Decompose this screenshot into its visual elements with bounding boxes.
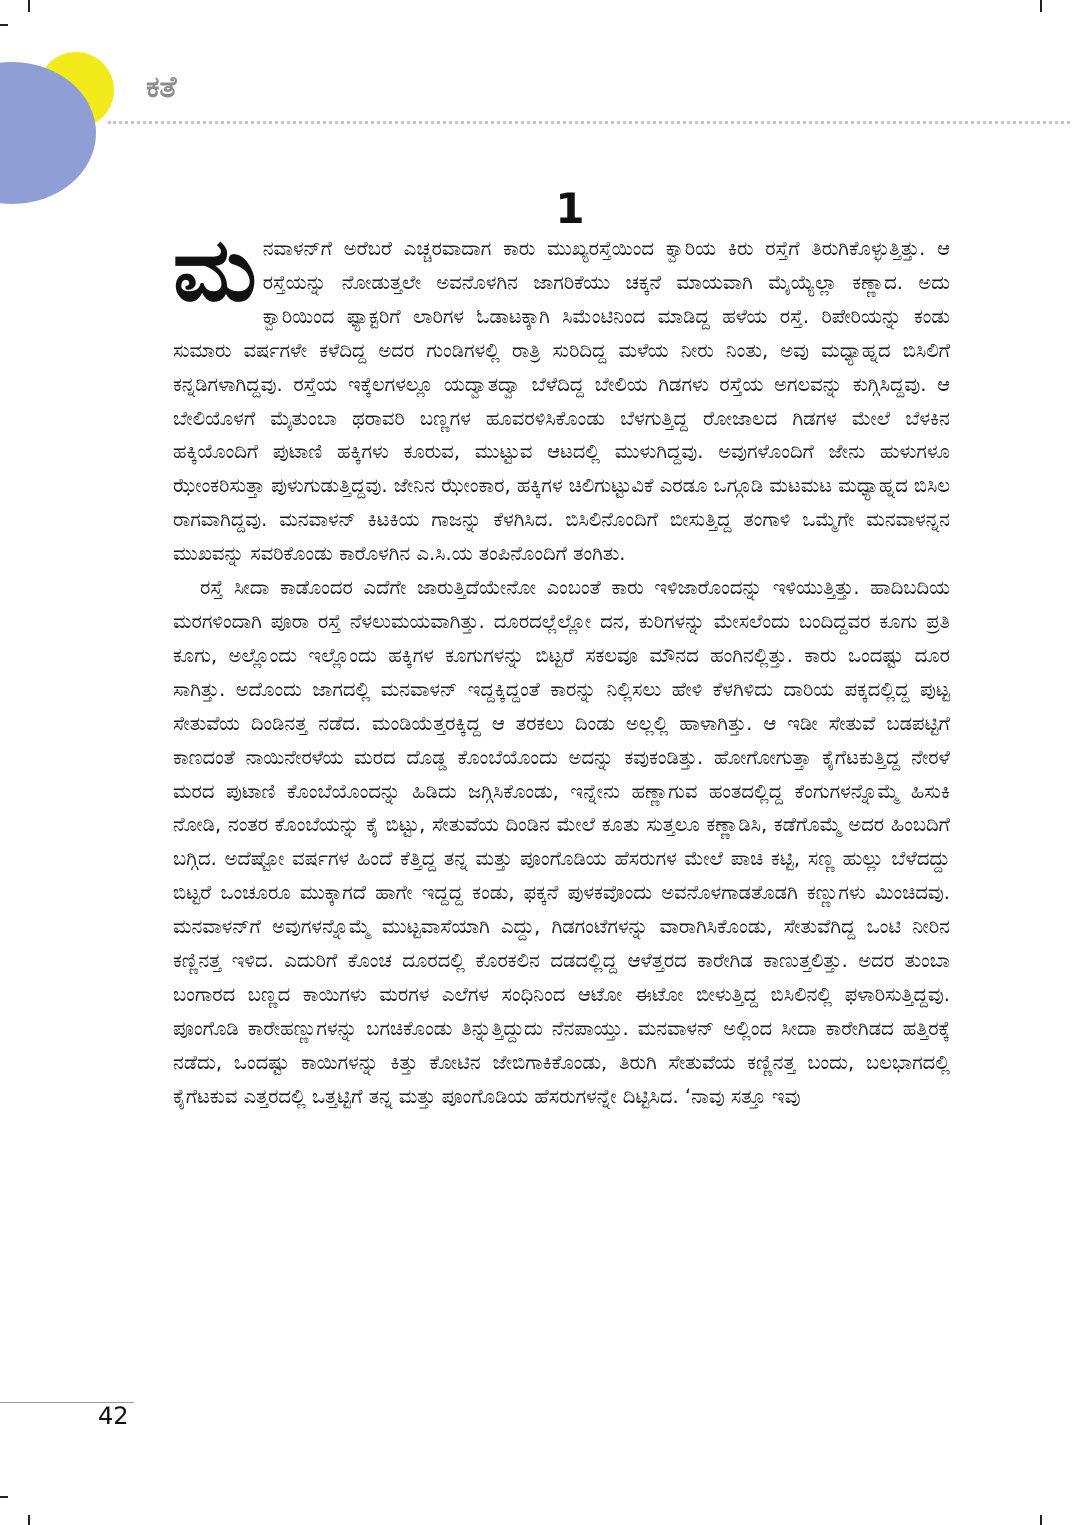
drop-cap: ಮ: [173, 218, 257, 321]
story-paragraph-1: [173, 218, 950, 571]
crop-mark-bottom-right: [1040, 1515, 1042, 1525]
story-body: [173, 218, 950, 1114]
crop-mark-top-right: [1040, 0, 1042, 12]
header-dotted-rule: [108, 121, 1070, 124]
crop-mark-top-left: [28, 0, 30, 12]
crop-mark-bottom-left-v: [28, 1515, 30, 1525]
page-number: 42: [98, 1402, 129, 1430]
crop-mark-bottom-left: [0, 1496, 8, 1498]
story-paragraph-2: ರಸ್ತೆ ಸೀದಾ ಕಾಡೊಂದರ ಎದೆಗೇ ಜಾರುತ್ತಿದೆಯೇನೋ ಎಂಬಂತೆ ಕಾರು ಇಳಿಜಾರೊಂದನ್ನು ಇಳಿಯುತ್ತಿತ್ತು. ಹಾದಿಬದಿಯ ಮರಗಳಿಂದಾಗಿ ಪೂರಾ ರಸ್ತೆ ನೆಳಲುಮಯವಾಗಿತ್ತು. ದೂರದಲ್ಲೆಲ್ಲೋ ದನ, ಕುರಿಗಳನ್ನು ಮೇಸಲೆಂದು ಬಂದಿದ್ದವರ ಕೂಗು ಪ್ರತಿ ಕೂಗು, ಅಲ್ಲೊಂದು ಇಲ್ಲೊಂದು ಹಕ್ಕಿಗಳ ಕೂಗುಗಳನ್ನು ಬಿಟ್ಟರೆ ಸಕಲವೂ ಮೌನದ ಹಂಗಿನಲ್ಲಿತ್ತು. ಕಾರು ಒಂದಷ್ಟು ದೂರ ಸಾಗಿತ್ತು. ಅದೊಂದು ಜಾಗದಲ್ಲಿ ಮನವಾಳನ್ ಇದ್ದಕ್ಕಿದ್ದಂತೆ ಕಾರನ್ನು ನಿಲ್ಲಿಸಲು ಹೇಳಿ ಕೆಳಗಿಳಿದು ದಾರಿಯ ಪಕ್ಕದಲ್ಲಿದ್ದ ಪುಟ್ಟ ಸೇತುವೆಯ ದಿಂಡಿನತ್ತ ನಡೆದ. ಮಂಡಿಯೆತ್ತರಕ್ಕಿದ್ದ ಆ ತರಕಲು ದಿಂಡು ಅಲ್ಲಲ್ಲಿ ಹಾಳಾಗಿತ್ತು. ಆ ಇಡೀ ಸೇತುವೆ ಬಡಪಟ್ಟಿಗೆ ಕಾಣದಂತೆ ನಾಯಿನೇರಳೆಯ ಮರದ ದೊಡ್ಡ ಕೊಂಬೆಯೊಂದು ಅದನ್ನು ಕವುಕಂಡಿತ್ತು. ಹೋಗೋಗುತ್ತಾ ಕೈಗೆಟಕುತ್ತಿದ್ದ ನೇರಳೆ ಮರದ ಪುಟಾಣಿ ಕೊಂಬೆಯೊಂದನ್ನು ಹಿಡಿದು ಜಗ್ಗಿಸಿಕೊಂಡು, ಇನ್ನೇನು ಹಣ್ಣಾಗುವ ಹಂತದಲ್ಲಿದ್ದ ಕೆಂಗುಗಳನ್ನೊಮ್ಮೆ ಹಿಸುಕಿ ನೋಡಿ, ನಂತರ ಕೊಂಬೆಯನ್ನು ಕೈ ಬಿಟ್ಟು, ಸೇತುವೆಯ ದಿಂಡಿನ ಮೇಲೆ ಕೂತು ಸುತ್ತಲೂ ಕಣ್ಣಾಡಿಸಿ, ಕಡೆಗೊಮ್ಮೆ ಅದರ ಹಿಂಬದಿಗೆ ಬಗ್ಗಿದ. ಅದೆಷ್ಟೋ ವರ್ಷಗಳ ಹಿಂದೆ ಕೆತ್ತಿದ್ದ ತನ್ನ ಮತ್ತು ಪೂಂಗೊಡಿಯ ಹೆಸರುಗಳ ಮೇಲೆ ಪಾಚಿ ಕಟ್ಟಿ, ಸಣ್ಣ ಹುಲ್ಲು ಬೆಳೆದದ್ದು ಬಿಟ್ಟರೆ ಒಂಚೂರೂ ಮುಕ್ಕಾಗದೆ ಹಾಗೇ ಇದ್ದದ್ದ ಕಂಡು, ಫಕ್ಕನೆ ಪುಳಕವೊಂದು ಅವನೊಳಗಾಡತೊಡಗಿ ಕಣ್ಣುಗಳು ಮಿಂಚಿದವು. ಮನವಾಳನ್‌ಗೆ ಅವುಗಳನ್ನೊಮ್ಮೆ ಮುಟ್ಟವಾಸೆಯಾಗಿ ಎದ್ದು, ಗಿಡಗಂಟೆಗಳನ್ನು ವಾರಾಗಿಸಿಕೊಂಡು, ಸೇತುವೆಗಿದ್ದ ಒಂಟಿ ನೀರಿನ ಕಣ್ಣಿನತ್ತ ಇಳಿದ. ಎದುರಿಗೆ ಕೊಂಚ ದೂರದಲ್ಲಿ ಕೊರಕಲಿನ ದಡದಲ್ಲಿದ್ದ ಆಳೆತ್ತರದ ಕಾರೇಗಿಡ ಕಾಣುತ್ತಲಿತ್ತು. ಅದರ ತುಂಬಾ ಬಂಗಾರದ ಬಣ್ಣದ ಕಾಯಿಗಳು ಮರಗಳ ಎಲೆಗಳ ಸಂಧಿನಿಂದ ಆಟೋ ಈಟೋ ಬೀಳುತ್ತಿದ್ದ ಬಿಸಿಲಿನಲ್ಲಿ ಫಳಾರಿಸುತ್ತಿದ್ದವು. ಪೂಂಗೊಡಿ ಕಾರೇಹಣ್ಣುಗಳನ್ನು ಬಗಚಿಕೊಂಡು ತಿನ್ನುತ್ತಿದ್ದುದು ನೆನಪಾಯ್ತು. ಮನವಾಳನ್ ಅಲ್ಲಿಂದ ಸೀದಾ ಕಾರೇಗಿಡದ ಹತ್ತಿರಕ್ಕೆ ನಡೆದು, ಒಂದಷ್ಟು ಕಾಯಿಗಳನ್ನು ಕಿತ್ತು ಕೋಟಿನ ಜೇಬಿಗಾಕಿಕೊಂಡು, ತಿರುಗಿ ಸೇತುವೆಯ ಕಣ್ಣಿನತ್ತ ಬಂದು, ಬಲಭಾಗದಲ್ಲಿ ಕೈಗೆಟಕುವ ಎತ್ತರದಲ್ಲಿ ಒತ್ತಟ್ಟಿಗೆ ತನ್ನ ಮತ್ತು ಪೂಂಗೊಡಿಯ ಹೆಸರುಗಳನ್ನೇ ದಿಟ್ಟಿಸಿದ. ‘ನಾವು ಸತ್ತೂ ಇವು: [173, 576, 950, 1108]
crop-mark-top-left-side: [0, 24, 8, 26]
paragraph-1-text: ನವಾಳನ್‌ಗೆ ಅರೆಬರೆ ಎಚ್ಚರವಾದಾಗ ಕಾರು ಮುಖ್ಯರಸ್ತೆಯಿಂದ ಕ್ವಾರಿಯ ಕಿರು ರಸ್ತೆಗೆ ತಿರುಗಿಕೊಳ್ಳುತ್ತಿತ್ತು. ಆ ರಸ್ತೆಯನ್ನು ನೋಡುತ್ತಲೇ ಅವನೊಳಗಿನ ಜಾಗರಿಕೆಯು ಚಕ್ಕನೆ ಮಾಯವಾಗಿ ಮೈಯ್ಯೆಲ್ಲಾ ಕಣ್ಣಾದ. ಅದು ಕ್ವಾರಿಯಿಂದ ಫ್ಯಾಕ್ಟರಿಗೆ ಲಾರಿಗಳ ಓಡಾಟಕ್ಕಾಗಿ ಸಿಮೆಂಟಿನಿಂದ ಮಾಡಿದ್ದ ಹಳೆಯ ರಸ್ತೆ. ರಿಪೇರಿಯನ್ನು ಕಂಡು ಸುಮಾರು ವರ್ಷಗಳೇ ಕಳೆದಿದ್ದ ಅದರ ಗುಂಡಿಗಳಲ್ಲಿ ರಾತ್ರಿ ಸುರಿದಿದ್ದ ಮಳೆಯ ನೀರು ನಿಂತು, ಅವು ಮಧ್ಯಾಹ್ನದ ಬಿಸಿಲಿಗೆ ಕನ್ನಡಿಗಳಾಗಿದ್ದವು. ರಸ್ತೆಯ ಇಕ್ಕೆಲಗಳಲ್ಲೂ ಯದ್ವಾತದ್ವಾ ಬೆಳೆದಿದ್ದ ಬೇಲಿಯ ಗಿಡಗಳು ರಸ್ತೆಯ ಅಗಲವನ್ನು ಕುಗ್ಗಿಸಿದ್ದವು. ಆ ಬೇಲಿಯೊಳಗೆ ಮೈತುಂಬಾ ಥರಾವರಿ ಬಣ್ಣಗಳ ಹೂವರಳಿಸಿಕೊಂಡು ಬೆಳಗುತ್ತಿದ್ದ ರೋಜಾಲದ ಗಿಡಗಳ ಮೇಲೆ ಬೆಳಕಿನ ಹಕ್ಕಿಯೊಂದಿಗೆ ಪುಟಾಣಿ ಹಕ್ಕಿಗಳು ಕೂರುವ, ಮುಟ್ಟುವ ಆಟದಲ್ಲಿ ಮುಳುಗಿದ್ದವು. ಅವುಗಳೊಂದಿಗೆ ಜೇನು ಹುಳುಗಳೂ ಝೇಂಕರಿಸುತ್ತಾ ಪುಳುಗುಡುತ್ತಿದ್ದವು. ಜೇನಿನ ಝೇಂಕಾರ, ಹಕ್ಕಿಗಳ ಚಿಲಿಗುಟ್ಟುವಿಕೆ ಎರಡೂ ಒಗ್ಗೂಡಿ ಮಟಮಟ ಮಧ್ಯಾಹ್ನದ ಬಿಸಿಲ ರಾಗವಾಗಿದ್ದವು. ಮನವಾಳನ್ ಕಿಟಕಿಯ ಗಾಜನ್ನು ಕೆಳಗಿಸಿದ. ಬಿಸಿಲಿನೊಂದಿಗೆ ಬೀಸುತ್ತಿದ್ದ ತಂಗಾಳಿ ಒಮ್ಮೆಗೇ ಮನವಾಳನ್ನನ ಮುಖವನ್ನು ಸವರಿಕೊಂಡು ಕಾರೊಳಗಿನ ಎ.ಸಿ.ಯ ತಂಪಿನೊಂದಿಗೆ ತಂಗಿತು.: [173, 237, 950, 566]
section-label: ಕತೆ: [146, 70, 177, 105]
chapter-number: 1: [555, 184, 585, 233]
